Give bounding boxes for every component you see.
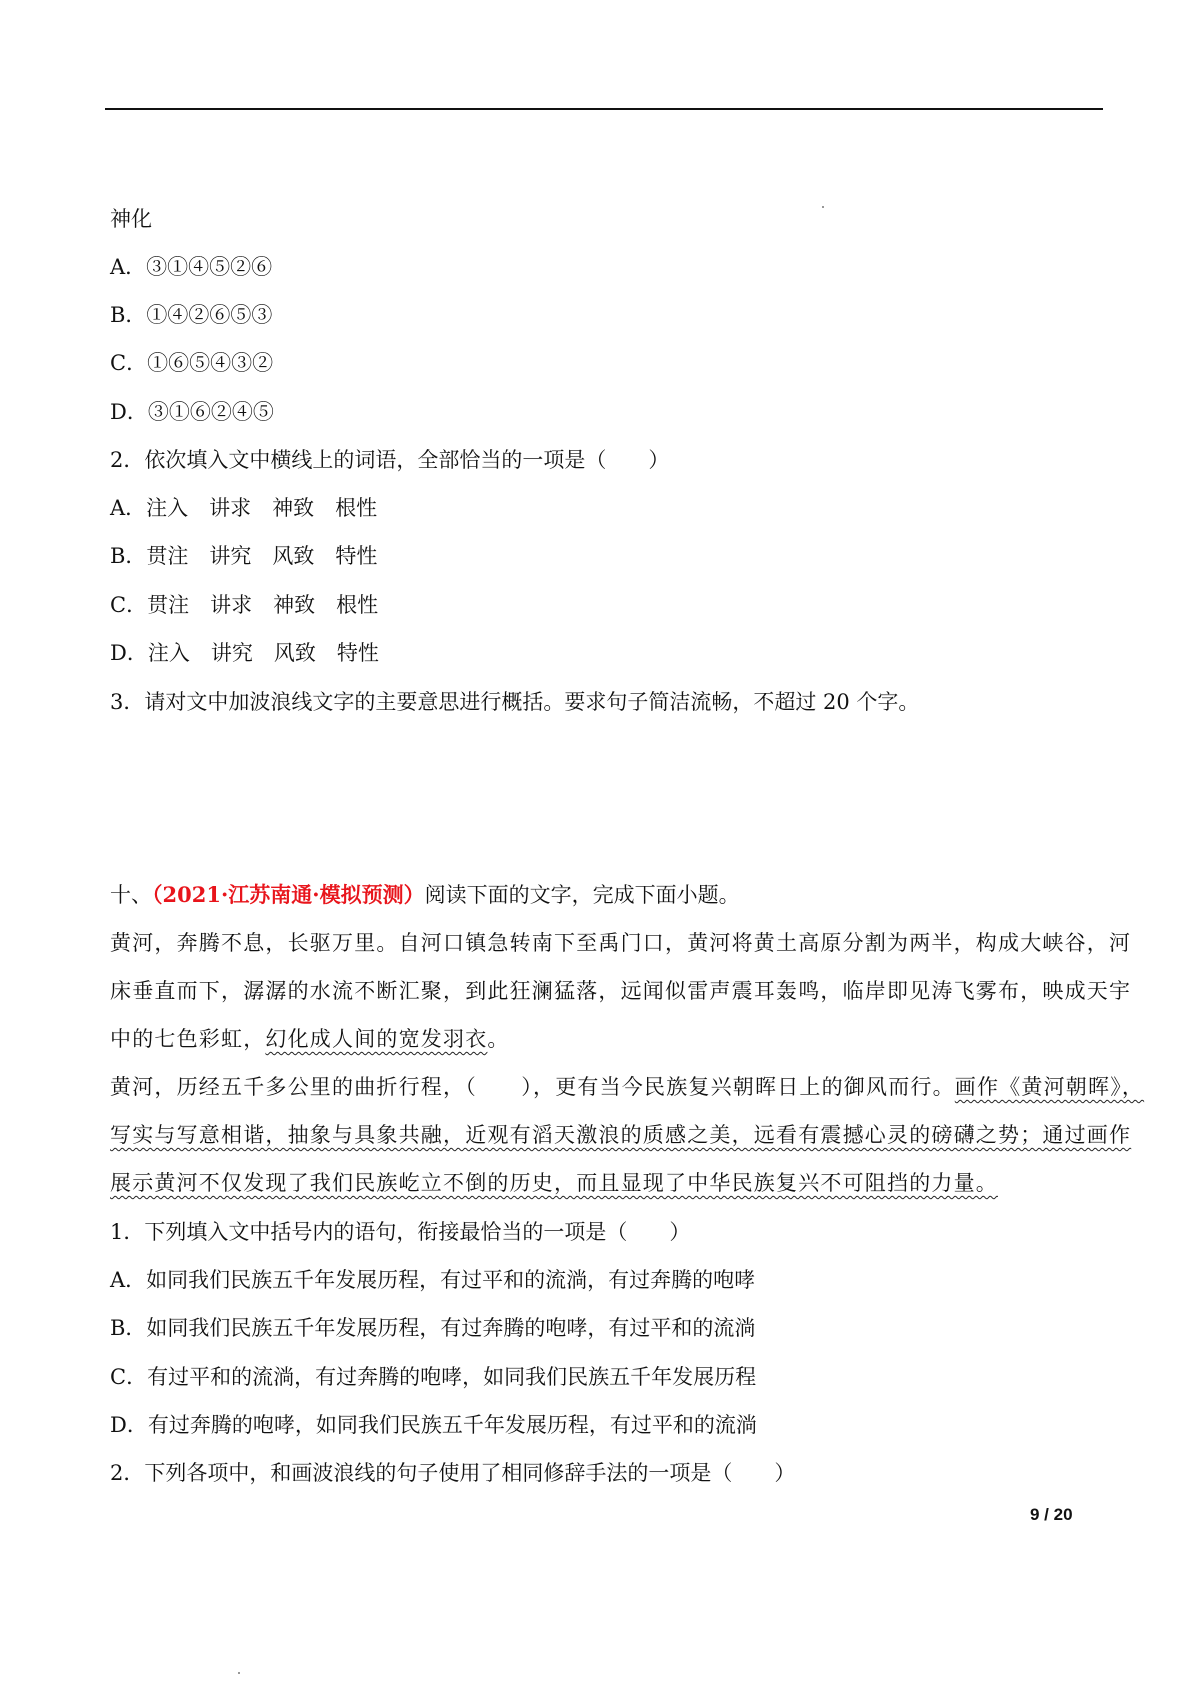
q1-option-d: D．③①⑥②④⑤ (110, 400, 274, 424)
s10-q1-option-d: D．有过奔腾的咆哮，如同我们民族五千年发展历程，有过平和的流淌 (110, 1413, 757, 1437)
wavy-underlined-line: 展示黄河不仅发现了我们民族屹立不倒的历史，而且显现了中华民族复兴不可阻挡的力量。 (110, 1171, 998, 1195)
s10-q1-stem: 1．下列填入文中括号内的语句，衔接最恰当的一项是（ ） (110, 1220, 691, 1244)
speck (822, 206, 824, 208)
passage-line (110, 1025, 1100, 1073)
q2-option-d: D．注入 讲究 风致 特性 (110, 641, 379, 665)
passage-text: 。 (487, 1027, 510, 1051)
passage-line (110, 1073, 1145, 1121)
section-instruction: 阅读下面的文字，完成下面小题。 (424, 883, 740, 907)
q3-stem: 3．请对文中加波浪线文字的主要意思进行概括。要求句子简洁流畅，不超过 20 个字。 (110, 690, 920, 714)
section-number: 十、 (110, 883, 152, 907)
wavy-underlined-line: 写实与写意相谐，抽象与具象共融，近观有滔天激浪的质感之美，远看有震撼心灵的磅礴之势；通过画作 (110, 1123, 1132, 1147)
q2-option-a: A．注入 讲求 神致 根性 (110, 496, 378, 520)
passage-line: 床垂直而下，潺潺的水流不断汇聚，到此狂澜猛落，远闻似雷声震耳轰鸣，临岸即见涛飞雾布，映成天宇 (110, 979, 1132, 1003)
s10-q1-option-a: A．如同我们民族五千年发展历程，有过平和的流淌，有过奔腾的咆哮 (110, 1268, 756, 1292)
wavy-underlined-phrase: 画作《黄河朝晖》， (954, 1075, 1145, 1099)
wavy-underlined-phrase: 幻化成人间的宽发羽衣 (265, 1027, 488, 1051)
page-number: 9 / 20 (1030, 1505, 1073, 1524)
q2-option-c: C．贯注 讲求 神致 根性 (110, 593, 379, 617)
passage-text: 黄河，历经五千多公里的曲折行程，（ ），更有当今民族复兴朝晖日上的御风而行。 (110, 1075, 955, 1099)
q2-option-b: B．贯注 讲究 风致 特性 (110, 544, 378, 568)
s10-q1-option-c: C．有过平和的流淌，有过奔腾的咆哮，如同我们民族五千年发展历程 (110, 1365, 757, 1389)
q2-stem: 2．依次填入文中横线上的词语，全部恰当的一项是（ ） (110, 448, 670, 472)
header-rule (105, 108, 1103, 110)
section-source: （2021·江苏南通·模拟预测） (152, 882, 425, 907)
section-heading (110, 881, 740, 909)
passage-paragraph-1 (110, 929, 1132, 1073)
q1-option-c: C．①⑥⑤④③② (110, 351, 274, 375)
q1-option-b: B．①④②⑥⑤③ (110, 303, 273, 327)
passage-line: 黄河，奔腾不息，长驱万里。自河口镇急转南下至禹门口，黄河将黄土高原分割为两半，构成大峡谷，河 (110, 931, 1132, 955)
passage-text: 中的七色彩虹， (110, 1027, 266, 1051)
s10-q2-stem: 2．下列各项中，和画波浪线的句子使用了相同修辞手法的一项是（ ） (110, 1461, 796, 1485)
fragment-text: 神化 (110, 207, 152, 231)
speck (238, 1672, 240, 1674)
passage-paragraph-2 (110, 1073, 1145, 1217)
q1-option-a: A．③①④⑤②⑥ (110, 255, 273, 279)
s10-q1-option-b: B．如同我们民族五千年发展历程，有过奔腾的咆哮，有过平和的流淌 (110, 1316, 756, 1340)
